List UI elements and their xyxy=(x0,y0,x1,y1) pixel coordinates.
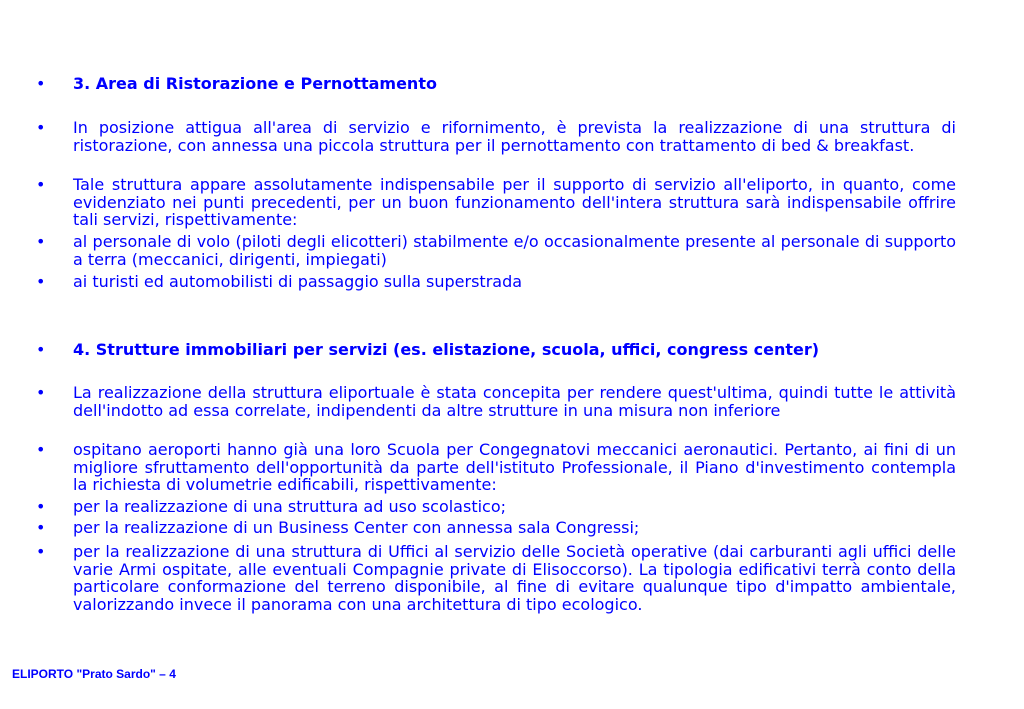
list-item-text: In posizione attigua all'area di servizio e rifornimento, è prevista la realizzazione di una struttura di ristorazione, con annessa una piccola struttura per il pernottamento con trattamento di bed & breakfast. xyxy=(73,118,956,155)
list-item xyxy=(36,273,956,291)
bullet-icon: • xyxy=(36,497,46,516)
bullet-icon: • xyxy=(36,518,46,537)
bullet-icon: • xyxy=(36,542,46,561)
list-item xyxy=(36,176,956,229)
bullet-icon: • xyxy=(36,383,46,402)
bullet-icon: • xyxy=(36,440,46,459)
list-item-text: per la realizzazione di una struttura ad uso scolastico; xyxy=(73,497,507,516)
page-footer: ELIPORTO "Prato Sardo" – 4 xyxy=(12,667,176,681)
section-3-heading-item xyxy=(36,75,956,93)
list-item-text: al personale di volo (piloti degli elicotteri) stabilmente e/o occasionalmente presente al personale di supporto a terra (meccanici, dirigenti, impiegati) xyxy=(73,232,956,269)
list-item-text: per la realizzazione di una struttura di Uffici al servizio delle Società operative (dai carburanti agli uffici delle varie Armi ospitate, alle eventuali Compagnie private di Elisoccorso). La tipologia edificativi terrà conto della particolare conformazione del terreno disponibile, al fine di evitare qualunque tipo d'impatto ambientale, valorizzando invece il panorama con una architettura di tipo ecologico. xyxy=(73,542,956,614)
list-item xyxy=(36,119,956,154)
section-3-heading: 3. Area di Ristorazione e Pernottamento xyxy=(73,74,437,93)
bullet-icon: • xyxy=(36,340,46,359)
bullet-icon: • xyxy=(36,118,46,137)
list-item xyxy=(36,384,956,419)
list-item-text: ospitano aeroporti hanno già una loro Scuola per Congegnatovi meccanici aeronautici. Pertanto, ai fini di un migliore sfruttamento dell'opportunità da parte dell'istituto Professionale, il Piano d'investimento contempla la richiesta di volumetrie edificabili, rispettivamente: xyxy=(73,440,956,494)
list-item-text: La realizzazione della struttura eliportuale è stata concepita per rendere quest'ultima, quindi tutte le attività dell'indotto ad essa correlate, indipendenti da altre strutture in una misura non inferiore xyxy=(73,383,956,420)
list-item-text: per la realizzazione di un Business Center con annessa sala Congressi; xyxy=(73,518,640,537)
list-item xyxy=(36,233,956,268)
bullet-icon: • xyxy=(36,175,46,194)
list-item xyxy=(36,441,956,494)
section-4-heading: 4. Strutture immobiliari per servizi (es. elistazione, scuola, uffici, congress center) xyxy=(73,340,820,359)
list-item xyxy=(36,543,956,613)
bullet-icon: • xyxy=(36,232,46,251)
list-item-text: Tale struttura appare assolutamente indispensabile per il supporto di servizio all'eliporto, in quanto, come evidenziato nei punti precedenti, per un buon funzionamento dell'intera struttura sarà indispensabile offrire tali servizi, rispettivamente: xyxy=(73,175,956,229)
list-item xyxy=(36,519,956,537)
list-item xyxy=(36,498,956,516)
bullet-icon: • xyxy=(36,272,46,291)
bullet-icon: • xyxy=(36,74,46,93)
list-item-text: ai turisti ed automobilisti di passaggio sulla superstrada xyxy=(73,272,523,291)
section-4-heading-item xyxy=(36,341,956,359)
